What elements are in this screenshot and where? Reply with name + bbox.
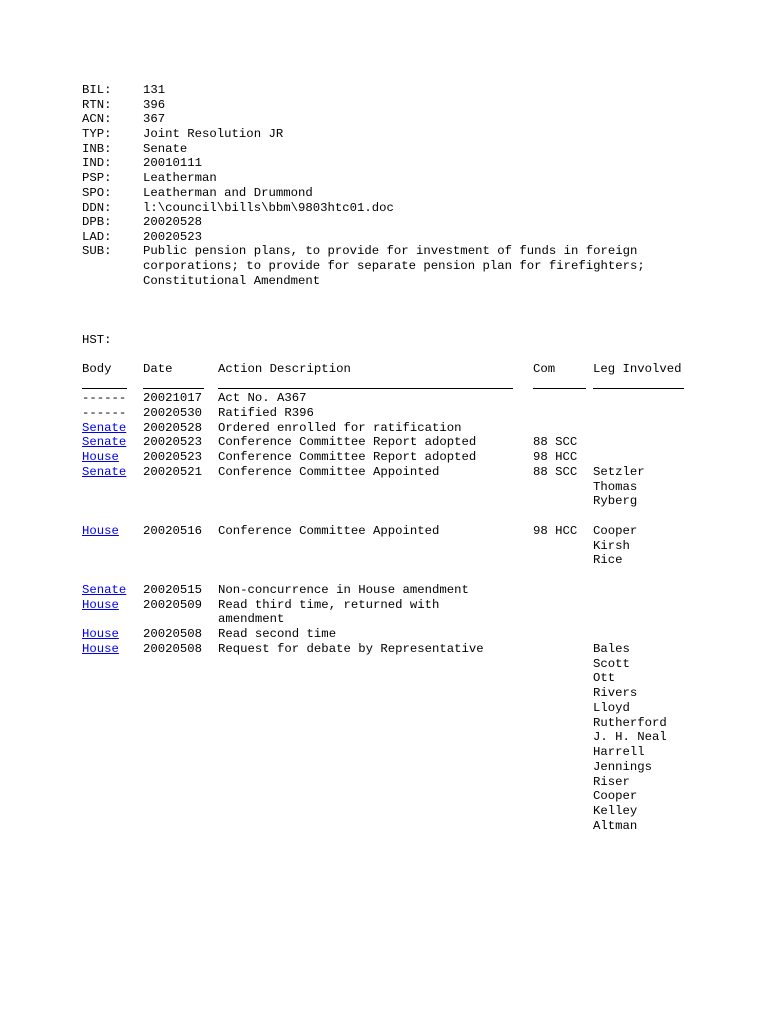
- legislator-name: Rutherford: [593, 715, 667, 730]
- date-cell: 20020523: [143, 435, 203, 450]
- column-underline: [533, 388, 586, 389]
- body-cell: ------: [82, 391, 127, 405]
- field-inb: INB: Senate: [82, 142, 188, 156]
- legislator-name: Bales: [593, 641, 630, 656]
- action-description: Request for debate by Representative: [218, 641, 484, 656]
- committee-cell: 98 HCC: [533, 523, 578, 538]
- body-cell: ------: [82, 405, 127, 420]
- field-rtn: RTN: 396: [82, 98, 166, 112]
- legislator-name: Harrell: [593, 745, 645, 759]
- date-cell: 20020516: [143, 523, 203, 538]
- action-description: Conference Committee Report adopted: [218, 450, 477, 464]
- field-psp: PSP: Leatherman: [82, 171, 217, 185]
- legislator-name: Scott: [593, 656, 630, 671]
- committee-cell: 88 SCC: [533, 464, 578, 479]
- legislator-name: Rivers: [593, 686, 638, 700]
- column-header-body: Body: [82, 362, 112, 376]
- action-description: amendment: [218, 612, 285, 627]
- action-description: Read third time, returned with: [218, 597, 440, 612]
- action-description: Conference Committee Appointed: [218, 464, 440, 479]
- date-cell: 20021017: [143, 391, 203, 405]
- date-cell: 20020515: [143, 582, 203, 597]
- legislator-name: Kelley: [593, 804, 638, 818]
- legislator-name: Jennings: [593, 759, 653, 774]
- body-link-house[interactable]: House: [82, 450, 119, 464]
- field-dpb: DPB: 20020528: [82, 215, 203, 229]
- legislator-name: Kirsh: [593, 538, 630, 553]
- body-link-house[interactable]: House: [82, 597, 119, 612]
- column-header-com: Com: [533, 362, 556, 376]
- action-description: Ordered enrolled for ratification: [218, 420, 462, 435]
- column-underline: [143, 388, 204, 389]
- body-link-house[interactable]: House: [82, 523, 119, 538]
- field-acn: ACN: 367: [82, 112, 166, 126]
- date-cell: 20020508: [143, 627, 203, 641]
- legislator-name: Rice: [593, 553, 623, 568]
- action-description: Non-concurrence in House amendment: [218, 582, 469, 597]
- action-description: Conference Committee Appointed: [218, 523, 440, 538]
- column-underline: [593, 388, 684, 389]
- column-header-leg: Leg Involved: [593, 362, 682, 376]
- body-link-house[interactable]: House: [82, 641, 119, 656]
- date-cell: 20020528: [143, 420, 203, 435]
- field-spo: SPO: Leatherman and Drummond: [82, 186, 313, 200]
- field-sub-cont: Constitutional Amendment: [143, 274, 321, 288]
- body-link-senate[interactable]: Senate: [82, 420, 127, 435]
- legislator-name: J. H. Neal: [593, 730, 667, 745]
- action-description: Ratified R396: [218, 405, 314, 420]
- column-header-date: Date: [143, 362, 173, 376]
- legislator-name: Cooper: [593, 789, 638, 804]
- committee-cell: 88 SCC: [533, 435, 578, 450]
- body-link-senate[interactable]: Senate: [82, 464, 127, 479]
- date-cell: 20020509: [143, 597, 203, 612]
- column-underline: [218, 388, 513, 389]
- history-label: HST:: [82, 333, 112, 347]
- field-sub: SUB: Public pension plans, to provide for investment of funds in foreign: [82, 244, 638, 258]
- legislator-name: Ott: [593, 671, 616, 686]
- field-bil: BIL: 131: [82, 83, 166, 97]
- legislator-name: Thomas: [593, 479, 638, 494]
- legislator-name: Cooper: [593, 523, 638, 538]
- committee-cell: 98 HCC: [533, 450, 578, 464]
- action-description: Read second time: [218, 627, 337, 641]
- legislator-name: Ryberg: [593, 494, 638, 509]
- date-cell: 20020523: [143, 450, 203, 464]
- date-cell: 20020521: [143, 464, 203, 479]
- body-link-house[interactable]: House: [82, 627, 119, 641]
- column-underline: [82, 388, 127, 389]
- field-sub-cont: corporations; to provide for separate pension plan for firefighters;: [143, 259, 645, 273]
- body-link-senate[interactable]: Senate: [82, 435, 127, 450]
- field-typ: TYP: Joint Resolution JR: [82, 127, 284, 141]
- action-description: Act No. A367: [218, 391, 307, 405]
- body-link-senate[interactable]: Senate: [82, 582, 127, 597]
- legislator-name: Riser: [593, 774, 630, 789]
- legislator-name: Lloyd: [593, 700, 630, 715]
- legislator-name: Setzler: [593, 464, 645, 479]
- date-cell: 20020530: [143, 405, 203, 420]
- column-header-action: Action Description: [218, 362, 351, 376]
- legislator-name: Altman: [593, 818, 638, 833]
- action-description: Conference Committee Report adopted: [218, 435, 477, 450]
- field-ddn: DDN: l:\council\bills\bbm\9803htc01.doc: [82, 201, 394, 215]
- field-ind: IND: 20010111: [82, 156, 203, 170]
- date-cell: 20020508: [143, 641, 203, 656]
- field-lad: LAD: 20020523: [82, 230, 203, 244]
